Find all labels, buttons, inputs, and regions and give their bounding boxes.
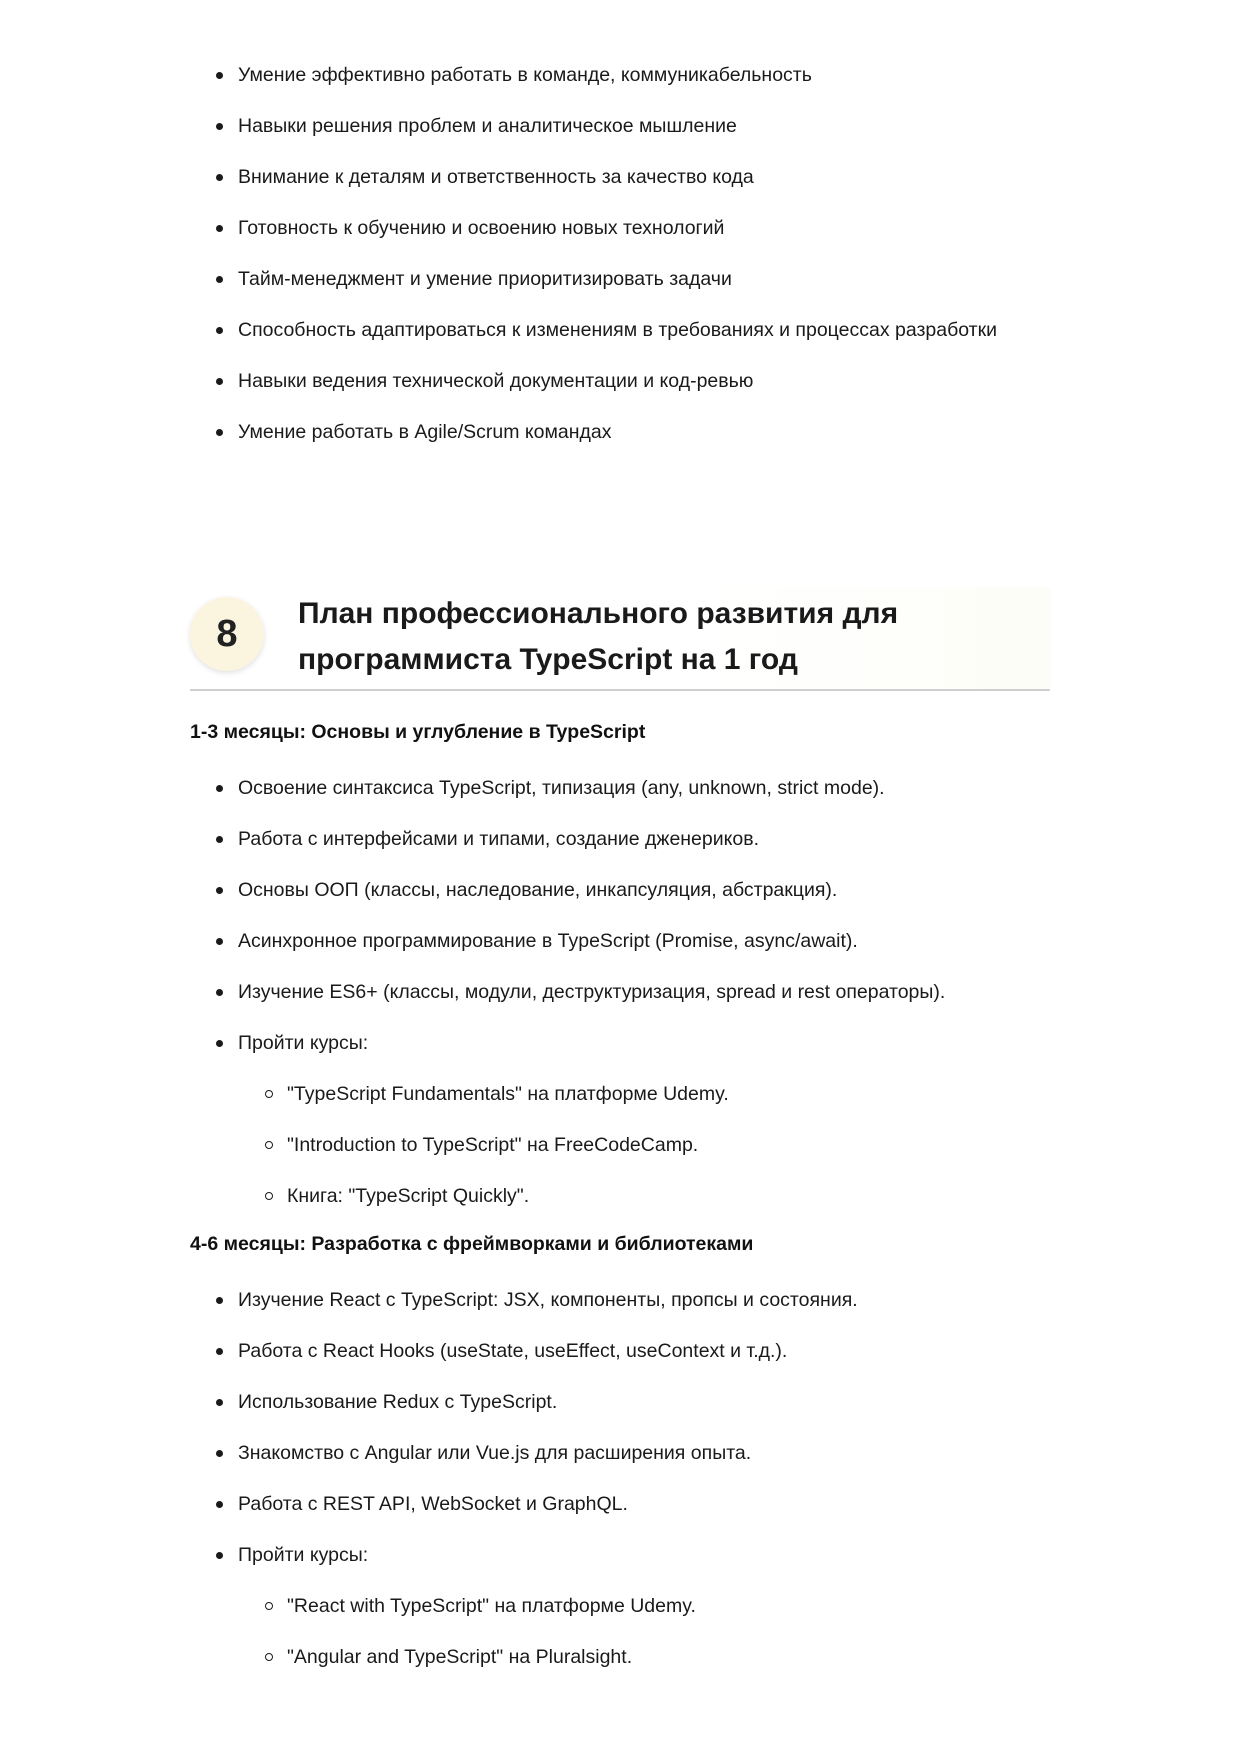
list-item: Тайм-менеджмент и умение приоритизировать задачи [190,266,997,292]
list-item: Асинхронное программирование в TypeScript (Promise, async/await). [190,928,945,954]
list-item: Внимание к деталям и ответственность за качество кода [190,164,997,190]
list-item: Работа с интерфейсами и типами, создание дженериков. [190,826,945,852]
period2-list-block [190,1287,858,1695]
course-item: Книга: "TypeScript Quickly". [190,1183,945,1209]
list-item: Пройти курсы: [190,1542,858,1568]
course-item: "Introduction to TypeScript" на FreeCodeCamp. [190,1132,945,1158]
list-item: Пройти курсы: [190,1030,945,1056]
section-title [298,591,898,683]
list-item: Готовность к обучению и освоению новых технологий [190,215,997,241]
period1-heading: 1-3 месяцы: Основы и углубление в TypeScript [190,721,646,743]
soft-skills-list-block [190,62,997,470]
list-item: Работа с REST API, WebSocket и GraphQL. [190,1491,858,1517]
list-item: Умение работать в Agile/Scrum командах [190,419,997,445]
list-item: Изучение ES6+ (классы, модули, деструктуризация, spread и rest операторы). [190,979,945,1005]
list-item: Работа с React Hooks (useState, useEffect, useContext и т.д.). [190,1338,858,1364]
period2-courses-list [190,1593,858,1670]
section-title-line1: План профессионального развития для [298,597,899,630]
course-item: "React with TypeScript" на платформе Udemy. [190,1593,858,1619]
course-item: "Angular and TypeScript" на Pluralsight. [190,1644,858,1670]
list-item: Освоение синтаксиса TypeScript, типизация (any, unknown, strict mode). [190,775,945,801]
section-header [190,587,1050,691]
list-item: Изучение React с TypeScript: JSX, компоненты, пропсы и состояния. [190,1287,858,1313]
list-item: Использование Redux с TypeScript. [190,1389,858,1415]
period1-courses-list [190,1081,945,1209]
list-item: Умение эффективно работать в команде, коммуникабельность [190,62,997,88]
list-item: Способность адаптироваться к изменениям в требованиях и процессах разработки [190,317,997,343]
section-title-line2: программиста TypeScript на 1 год [298,643,798,676]
list-item: Навыки решения проблем и аналитическое мышление [190,113,997,139]
list-item: Знакомство с Angular или Vue.js для расширения опыта. [190,1440,858,1466]
period1-list [190,775,945,1056]
section-number-badge: 8 [190,597,264,671]
list-item: Навыки ведения технической документации и код-ревью [190,368,997,394]
period1-list-block [190,775,945,1234]
list-item: Основы ООП (классы, наследование, инкапсуляция, абстракция). [190,877,945,903]
period2-list [190,1287,858,1568]
course-item: "TypeScript Fundamentals" на платформе Udemy. [190,1081,945,1107]
period2-heading: 4-6 месяцы: Разработка с фреймворками и библиотеками [190,1233,754,1255]
soft-skills-list [190,62,997,445]
